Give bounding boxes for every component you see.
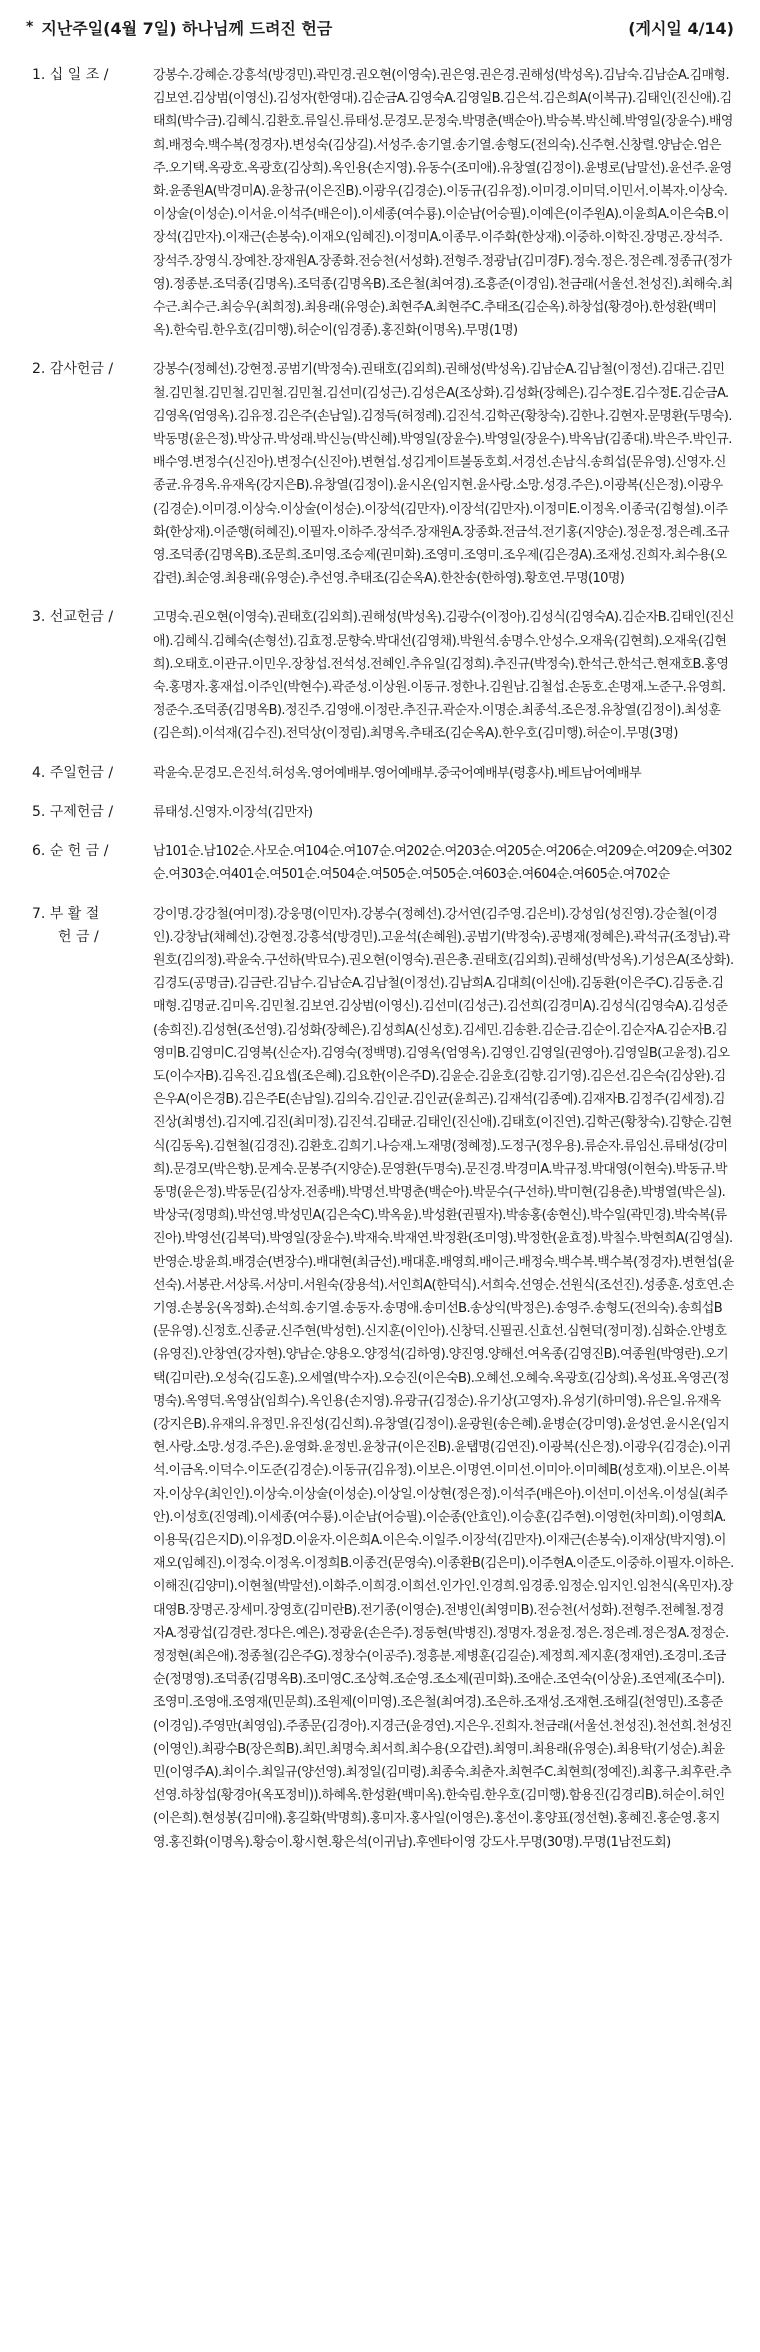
posted-date: (게시일 4/14)	[628, 18, 734, 38]
section-label: 6. 순 헌 금 /	[32, 843, 109, 860]
section-donor-list: 강봉수.강혜순.강흥석(방경민).곽민경.권오현(이영숙).권은영.권은경.권해성(박성옥).김남숙.김남순A.김매형.김보연.김상범(이영신).김성자(한영대).김순금A.김영숙A.김영일B.김은석.김은희A(이복규).김태인(진신애).김태희(박수금).김혜식.김환호.류일신.류태성.문경모.문정숙.박명춘(백순아).박승복.박신혜.박영일(장윤수).배영희.배정숙.백수복(정경자).변성숙(김상길).서성주.송기열.송기열.송형도(전의숙).신주현.신창렬.양남순.엄은주.오기택.옥광호.옥광호(김상희).옥인용(손지영).유동수(조미애).유창열(김정이).윤병로(남말선).윤선주.윤영화.윤종원A(박경미A).윤창규(이은진B).이광우(김경순).이동규(김유정).이미경.이미덕.이민서.이복자.이상숙.이상술(이성순).이서윤.이석주(배은이).이세종(여수룡).이순남(어승필).이예은(이주원A).이윤희A.이은숙B.이장석(김만자).이재근(손봉숙).이재오(임혜진).이정미A.이종무.이주화(한상재).이중하.이학진.장명곤.장석주.장석주.장영식.장예찬.장재원A.장종화.전승천(서성화).전형주.정광남(김미경F).정숙.정은.정은례.정종규(정가영).정종분.조덕종(김명옥).조덕종(김명옥B).조은철(최여경).조흥준(이경임).천금래(서울선.천성진).최해숙.최수근.최수근.최승우(최희정).최용래(유영순).최현주A.최현주C.추태조(김순옥).하창섭(황경아).한성환(백미옥).한숙림.한우호(김미행).허순이(임경종).홍진화(이명옥).무명(1명)	[153, 68, 733, 339]
section-donor-list: 고명숙.권오현(이영숙).권태호(김외희).권해성(박성옥).김광수(이정아).김성식(김영숙A).김순자B.김태인(진신애).김혜식.김혜숙(손형선).김효정.문향숙.박대선(김영채).박원석.송명수.안성수.오재욱(김현희).오재욱(김현희).오태호.이관규.이민우.장창섭.전석성.전혜인.추유일(김정희).추진규(박정숙).한석근.한석근.현재호B.홍영숙.홍명자.홍재섭.이주인(박현수).곽준성.이상원.이동규.정한나.김원남.김철섭.손동호.손명재.노준구.유영희.정준수.조덕종(김명옥B).정진주.김영애.이정란.추진규.곽순자.이명순.최종석.조은정.유창열(김정이).최성훈(김은희).이석재(김수진).전덕상(이정림).최명옥.추태조(김순옥A).한우호(김미행).허순이.무명(3명)	[153, 610, 734, 742]
section-tithe	[26, 64, 734, 342]
section-donor-list: 류태성.신영자.이장석(김만자)	[153, 804, 313, 820]
section-mission	[26, 606, 734, 745]
section-label: 5. 구제헌금 /	[32, 803, 114, 820]
header	[26, 0, 734, 54]
section-label: 7. 부 활 절	[32, 905, 100, 922]
section-label: 4. 주일헌금 /	[32, 764, 114, 781]
offering-sections	[26, 64, 734, 1854]
section-cell-group	[26, 840, 734, 886]
section-label-group	[26, 903, 153, 1854]
section-sunday	[26, 762, 734, 785]
section-thanksgiving	[26, 358, 734, 590]
section-label: 3. 선교헌금 /	[32, 609, 114, 626]
header-title-group	[26, 16, 332, 39]
section-easter	[26, 903, 734, 1854]
section-donor-list: 남101순.남102순.사모순.여104순.여107순.여202순.여203순.여205순.여206순.여209순.여209순.여302순.여303순.여401순.여501순.여504순.여505순.여505순.여603순.여604순.여605순.여702순	[153, 844, 732, 883]
page-title: 지난주일(4월 7일) 하나님께 드려진 헌금	[41, 18, 333, 38]
section-donor-list: 강이명.강강철(여미정).강웅명(이민자).강봉수(정혜선).강서연(김주영.김은비).강성임(성진영).강순철(이경인).강창남(채혜선).강현정.강흥석(방경민).고윤석(손혜원).공범기(박정숙).공병재(정혜은).곽석규(조정남).곽원호(김의정).곽윤숙.구선하(박묘수).권오현(이영숙).권은총.권태호(김외희).권해성(박성옥).기성은A(조상화).김경도(공명금).김금란.김남수.김남순A.김남철(이정선).김남희A.김대희(이신애).김동환(이은주C).김동춘.김매형.김명균.김미옥.김민철.김보연.김상범(이영신).김선미(김성근).김선희(김경미A).김성식(김영숙A).김성준(송희진).김성현(조선영).김성화(장혜은).김성희A(신성호).김세민.김송환.김순금.김순이.김순자A.김순자B.김영미B.김영미C.김영복(신순자).김영숙(정백명).김영옥(엄영옥).김영인.김영일(권영아).김영일B(고윤정).김오도(이수자B).김옥진.김요셉(조은혜).김요한(이은주D).김윤순.김윤호(김향.김기영).김은선.김은숙(김상완).김은우A(이은경B).김은주E(손남일).김의숙.김인균.김인균(윤희곤).김재석(김종예).김재자B.김정주(김세정).김진상(최병선).김지예.김진(최미정).김진석.김태균.김태인(진신애).김태호(이진연).김학곤(황창숙).김향순.김현식(김동옥).김현철(김경진).김환호.김희기.나승재.노재명(정혜정).도정구(정우용).류순자.류임신.류태성(강미희).문경모(박은향).문계숙.문봉주(지양순).문영환(두명숙).문진경.박경미A.박규정.박대영(이현숙).박동규.박동명(윤은정).박동문(김상자.전종배).박명선.박명춘(백순아).박문수(구선하).박미현(김용춘).박병열(박은실).박상국(정명희).박선영.박성민A(김은숙C).박옥윤).박성환(권필자).박송홍(송현신).박수일(곽민경).박숙복(류진아).박영선(김복덕).박영일(장윤수).박재숙.박재연.박정환(조미영).박정한(윤효정).박칠수.박현희A(김영실).반영순.방윤희.배경순(변장수).배대현(최금선).배대훈.배영희.배이근.배정숙.백수복.백수복(정경자).변현섭(윤선숙).서봉관.서상록.서상미.서원숙(장용석).서인희A(한덕식).서희숙.선영순.선원식(조선진).성종훈.성호연.손기영.손봉웅(옥정화).손석희.송기열.송동자.송명애.송미선B.송상익(박정은).송영주.송형도(전의숙).송희섭B(문유영).신정호.신종균.신주현(박성헌).신지훈(이인아).신창덕.신필권.신효선.심현덕(정미정).심화순.안병호(유영진).안창연(강자현).양남순.양용오.양정석(김하영).양진영.양해선.여옥종(김영진B).여종원(박영란).오기택(김미란).오성숙(김도훈).오세열(박수자).오승진(이은숙B).오혜선.오혜숙.옥광호(김상희).옥성표.옥영곤(정명숙).옥영덕.옥영삼(임희수).옥인용(손지영).유광규(김정순).유기상(고영자).유성기(하미영).유은일.유재옥(강지은B).유재의.유정민.유진성(김신희).유창열(김정이).윤광원(송은혜).윤병순(강미영).윤성연.윤시온(임지현.사랑.소망.성경.주은).윤영화.윤정빈.윤창규(이은진B).윤탭명(김연진).이광복(신은정).이광우(김경순).이귀석.이금옥.이덕수.이도준(김경순).이동규(김유정).이보은.이명연.이미선.이미아.이미혜B(성호재).이보은.이복자.이상우(최인인).이상숙.이상술(이성순).이상일.이상현(정은정).이석주(배은아).이선미.이선옥.이성실(최주안).이성호(진영례).이세종(여수룡).이순남(어승필).이순종(안효인).이승훈(김주현).이영헌(차미희).이영희A.이용묵(김은지D).이유정D.이윤자.이은희A.이은숙.이일주.이장석(김만자).이재근(손봉숙).이재상(박지영).이재오(임혜진).이정숙.이정옥.이정희B.이종건(문영숙).이종환B(김은미).이주현A.이준도.이중하.이필자.이하은.이해진(김양미).이현철(박말선).이화주.이희경.이희선.인가인.인경희.임경종.임정순.임지인.임천식(옥민자).장대영B.장명곤.장세미.장영호(김미란B).전기종(이영순).전병인(최영미B).전승천(서성화).전형주.전혜철.정경자A.정광섭(김경란.정다은.예은).정광윤(손은주).정동현(박병진).정명자.정윤정.정은.정은례.정은정A.정정순.정정현(최은애).정종철(김은주G).정창수(이공주).정흥분.제병훈(김길순).제정희.제지훈(정재연).조경미.조금순(정명영).조덕종(김명옥B).조미영C.조상혁.조순영.조소제(권미화).조애순.조연숙(이상윤).조연제(조수미).조영미.조영애.조영재(민문희).조원제(이미영).조은철(최여경).조은하.조재성.조재현.조해길(천영민).조흥준(이경임).주영만(최영임).주종문(김경아).지경근(윤경연).지은우.진희자.천금래(서울선.천성진).천선희.천성진(이영인).최광수B(장은희B).최민.최명숙.최서희.최수용(오갑련).최영미.최용래(유영순).최용탁(기성순).최윤민(이영주A).최이수.최일규(양선영).최정일(김미령).최종숙.최춘자.최현주C.최현희(정예진).최홍구.최후란.추선영.하창섭(황경아(옥포정비)).하혜옥.한성환(백미옥).한숙림.한우호(김미행).함용진(김경리B).허순이.허인(이은희).현성봉(김미애).홍길화(박명희).홍미자.홍사일(이영은).홍선이.홍양표(정선현).홍혜진.홍순영.홍지영.홍진화(이명옥).황승이.황시현.황은석(이귀남).후엔타이영 강도사.무명(30명).무명(1남전도회)	[153, 906, 734, 1850]
section-donor-list: 강봉수(정혜선).강현정.공범기(박정숙).권태호(김외희).권해성(박성옥).김남순A.김남철(이정선).김대근.김민철.김민철.김민철.김민철.김민철.김선미(김성근).김성은A(조상화).김성화(장혜은).김수정E.김수정E.김순금A.김영옥(엄영옥).김유정.김은주(손남일).김정득(허정례).김진석.김학곤(황창숙).김한나.김현자.문명환(두명숙).박동명(윤은정).박상규.박성래.박신능(박신혜).박영일(장윤수).박영일(장윤수).박옥남(김종대).박은주.박인규.배수영.변정수(신진아).변정수(신진아).변현섭.성김게이트볼동호회.서경선.손남식.송희섭(문유영).신영자.신종균.유경옥.유재옥(강지은B).유창열(김정이).윤시온(임지현.윤사랑.소망.성경.주은).이광복(신은정).이광우(김경순).이미경.이상숙.이상술(이성순).이장석(김만자).이장석(김만자).이정미E.이정옥.이종국(김형설).이주화(한상재).이준행(허혜진).이필자.이하주.장석주.장재원A.장종화.전금석.전기홍(지양순).정운정.정은례.조규영.조덕종(김명옥B).조문희.조미영.조승제(권미화).조영미.조영미.조우제(김은경A).조재성.진희자.최수용(오갑련).최순영.최용래(유영순).추선영.추태조(김순옥A).한찬송(한하영).황호연.무명(10명)	[153, 362, 732, 587]
section-label-line2: 헌 금 /	[58, 928, 99, 945]
section-label: 2. 감사헌금 /	[32, 361, 114, 378]
section-relief	[26, 801, 734, 824]
asterisk-icon: *	[26, 19, 34, 35]
section-label: 1. 십 일 조 /	[32, 67, 109, 83]
section-donor-list: 곽윤숙.문경모.은진석.허성옥.영어예배부.영어예배부.중국어예배부(령흥샤).베트남어예배부	[153, 765, 642, 781]
